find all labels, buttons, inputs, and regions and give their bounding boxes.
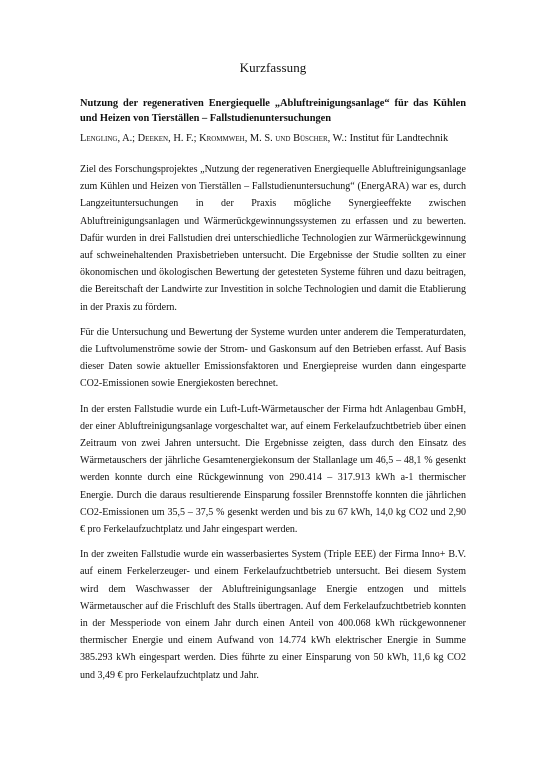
abstract-page (80, 60, 466, 692)
author-conjunction: und (275, 133, 291, 144)
paper-title: Nutzung der regenerativen Energiequelle „Abluftreinigungsanlage“ für das Kühlen und Heizen von Tierställen – Fallstudienuntersuchungen (80, 98, 466, 124)
author-4-name: Büscher (290, 133, 328, 144)
author-line (80, 131, 466, 146)
author-2-name: Deeken (137, 133, 169, 144)
author-1-name: Lengling (80, 133, 118, 144)
author-3-name: Krommweh (199, 133, 245, 144)
paragraph-case-study-2: In der zweiten Fallstudie wurde ein wasserbasiertes System (Triple EEE) der Firma Inno+ B.V. auf einem Ferkelerzeuger- und einem Ferkelaufzuchtbetrieb untersucht. Bei diesem System wird dem Waschwasser der Abluftreinigungsanlage Energie entzogen und mittels Wärmetauscher auf die Frischluft des Stalls übertragen. Auf dem Ferkelaufzuchtbetrieb konnten in der Messperiode von einem Jahr durch einen Anteil von 400.068 kWh rückgewonnener thermischer Energie und einem Aufwand von 14.774 kWh elektrischer Energie in Summe 385.293 kWh eingespart werden. Dies führte zu einer Einsparung von 50 kWh, 11,6 kg CO2 und 3,49 € pro Ferkelaufzuchtplatz und Jahr. (80, 549, 466, 681)
paragraph-project-goal: Ziel des Forschungsprojektes „Nutzung der regenerativen Energiequelle Abluftreinigungsanlage zum Kühlen und Heizen von Tierställen – Fallstudienuntersuchung“ (EnergARA) war es, durch Langzeituntersuchungen in der Praxis mögliche Synergieeffekte zwischen Abluftreinigungsanlagen und Wärmerückgewinnungssystemen zu erfassen und zu bewerten. Dafür wurden in drei Fallstudien drei unterschiedliche Technologien zur Wärmerückgewinnung auf schweinehaltenden Praxisbetrieben untersucht. Die Ergebnisse der Studie sollten zu einer ökonomischen und ökologischen Bewertung der getesteten Systeme führen und dazu beitragen, die Bereitschaft der Landwirte zur Investition in solche Technologien und damit die Etablierung in der Praxis zu fördern. (80, 164, 466, 313)
paragraph-methods: Für die Untersuchung und Bewertung der Systeme wurden unter anderem die Temperaturdaten, die Luftvolumenströme sowie der Strom- und Gaskonsum auf den Betrieben erfasst. Auf Basis dieser Daten sowie aktueller Emissionsfaktoren und Energiepreise wurden dann eingesparte CO2-Emissionen sowie Energiekosten berechnet. (80, 326, 466, 390)
author-4-affiliation: , W.: Institut für Landtechnik (327, 133, 449, 144)
section-heading: Kurzfassung (239, 60, 307, 75)
paragraph-case-study-1: In der ersten Fallstudie wurde ein Luft-Luft-Wärmetauscher der Firma hdt Anlagenbau GmbH, der einer Abluftreinigungsanlage vorgeschaltet war, auf einem Ferkelaufzuchtbetrieb über einen Zeitraum von zwei Jahren untersucht. Die Ergebnisse zeigten, dass durch den Einsatz des Wärmetauschers der jährliche Gesamtenergiekonsum der Stallanlage um 46,5 – 48,1 % gesenkt werden konnte durch eine Rückgewinnung von 290.414 – 317.913 kWh a-1 thermischer Energie. Durch die daraus resultierende Einsparung fossiler Brennstoffe konnten die jährlichen CO2-Emissionen um 35,5 – 37,5 % gesenkt werden und bis zu 67 kWh, 14,0 kg CO2 und 2,90 € pro Ferkelaufzuchtplatz und Jahr eingespart werden. (80, 403, 466, 536)
author-2-initials: , H. F.; (168, 133, 200, 144)
author-3-initials: , M. S. (244, 133, 276, 144)
author-1-initials: , A.; (117, 133, 138, 144)
